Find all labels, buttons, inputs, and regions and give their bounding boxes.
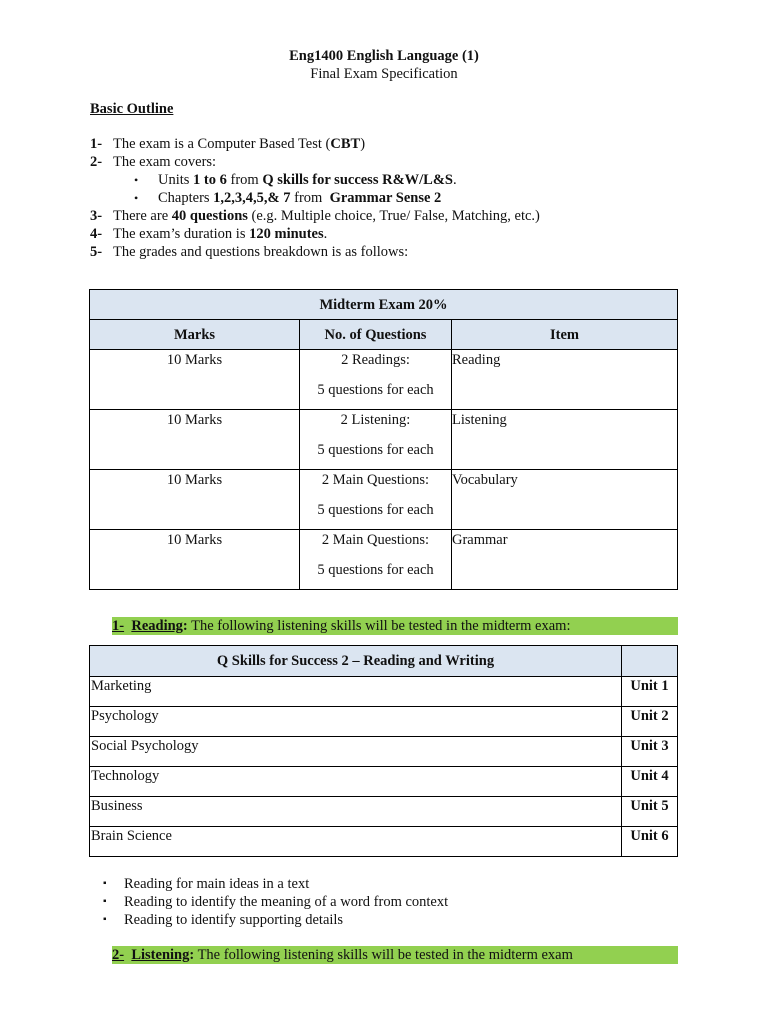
topic-cell: Brain Science (90, 827, 622, 857)
outline-item-5: 5- The grades and questions breakdown is as follows: (90, 244, 409, 260)
document-subtitle: Final Exam Specification (310, 66, 458, 82)
outline-subitem-chapters: • Chapters 1,2,3,4,5,& 7 from Grammar Sense 2 (134, 190, 442, 206)
unit-cell: Unit 4 (622, 767, 678, 797)
square-bullet-icon: ▪ (103, 896, 107, 907)
reading-label: Reading (131, 618, 183, 634)
table-row (90, 707, 678, 737)
topic-cell: Business (90, 797, 622, 827)
unit-cell: Unit 6 (622, 827, 678, 857)
table-row (90, 767, 678, 797)
midterm-table-title: Midterm Exam 20% (90, 290, 678, 320)
marks-cell: 10 Marks (166, 532, 223, 548)
topic-cell: Technology (90, 767, 622, 797)
marks-cell: 10 Marks (166, 352, 223, 368)
questions-cell-line1: 2 Readings: (341, 352, 410, 368)
questions-cell-line1: 2 Main Questions: (321, 532, 430, 548)
reading-skills-list (103, 875, 448, 929)
table-row (90, 470, 678, 530)
outline-item-4: 4- The exam’s duration is 120 minutes. (90, 226, 328, 242)
table-row (90, 797, 678, 827)
outline-item-1: 1- The exam is a Computer Based Test (CBT) (90, 136, 366, 152)
reading-section-heading: 1- Reading: The following listening skills will be tested in the midterm exam: (112, 617, 678, 635)
questions-cell-line2: 5 questions for each (317, 442, 434, 458)
outline-list (90, 135, 710, 261)
listening-label: Listening (131, 947, 190, 963)
table-row (90, 530, 678, 590)
unit-cell: Unit 3 (622, 737, 678, 767)
list-item: ▪ Reading to identify supporting details (103, 912, 344, 928)
topic-cell: Marketing (90, 677, 622, 707)
table-row (90, 677, 678, 707)
list-item: ▪ Reading to identify the meaning of a word from context (103, 894, 449, 910)
listening-section-heading: 2- Listening: The following listening skills will be tested in the midterm exam (112, 946, 678, 964)
item-cell: Vocabulary (452, 472, 518, 488)
topic-cell: Psychology (90, 707, 622, 737)
table-row (90, 410, 678, 470)
outline-subitem-units: • Units 1 to 6 from Q skills for success R&W/L&S. (134, 172, 457, 188)
column-header-item: Item (452, 320, 678, 350)
list-item: ▪ Reading for main ideas in a text (103, 876, 310, 892)
table-row (90, 827, 678, 857)
bullet-icon: • (134, 191, 139, 205)
table-row (90, 350, 678, 410)
questions-cell-line2: 5 questions for each (317, 382, 434, 398)
document-title: Eng1400 English Language (1) (289, 48, 479, 64)
document-title-block (0, 47, 768, 83)
unit-cell: Unit 5 (622, 797, 678, 827)
qskills-table-title: Q Skills for Success 2 – Reading and Writing (90, 646, 622, 677)
questions-cell-line1: 2 Main Questions: (321, 472, 430, 488)
unit-cell: Unit 2 (622, 707, 678, 737)
item-cell: Listening (452, 412, 507, 428)
marks-cell: 10 Marks (166, 412, 223, 428)
topic-cell: Social Psychology (90, 737, 622, 767)
marks-cell: 10 Marks (166, 472, 223, 488)
item-cell: Grammar (452, 532, 508, 548)
qskills-table (89, 645, 678, 857)
outline-item-2: 2- The exam covers: (90, 154, 217, 170)
square-bullet-icon: ▪ (103, 914, 107, 925)
outline-item-3: 3- There are 40 questions (e.g. Multiple choice, True/ False, Matching, etc.) (90, 208, 540, 224)
questions-cell-line1: 2 Listening: (340, 412, 411, 428)
item-cell: Reading (452, 352, 501, 368)
questions-cell-line2: 5 questions for each (317, 502, 434, 518)
questions-cell-line2: 5 questions for each (317, 562, 434, 578)
table-row (90, 737, 678, 767)
square-bullet-icon: ▪ (103, 878, 107, 889)
unit-cell: Unit 1 (622, 677, 678, 707)
bullet-icon: • (134, 173, 139, 187)
midterm-table (89, 289, 678, 590)
qskills-header-blank (622, 646, 678, 677)
column-header-questions: No. of Questions (300, 320, 452, 350)
column-header-marks: Marks (90, 320, 300, 350)
basic-outline-heading: Basic Outline (90, 101, 174, 117)
